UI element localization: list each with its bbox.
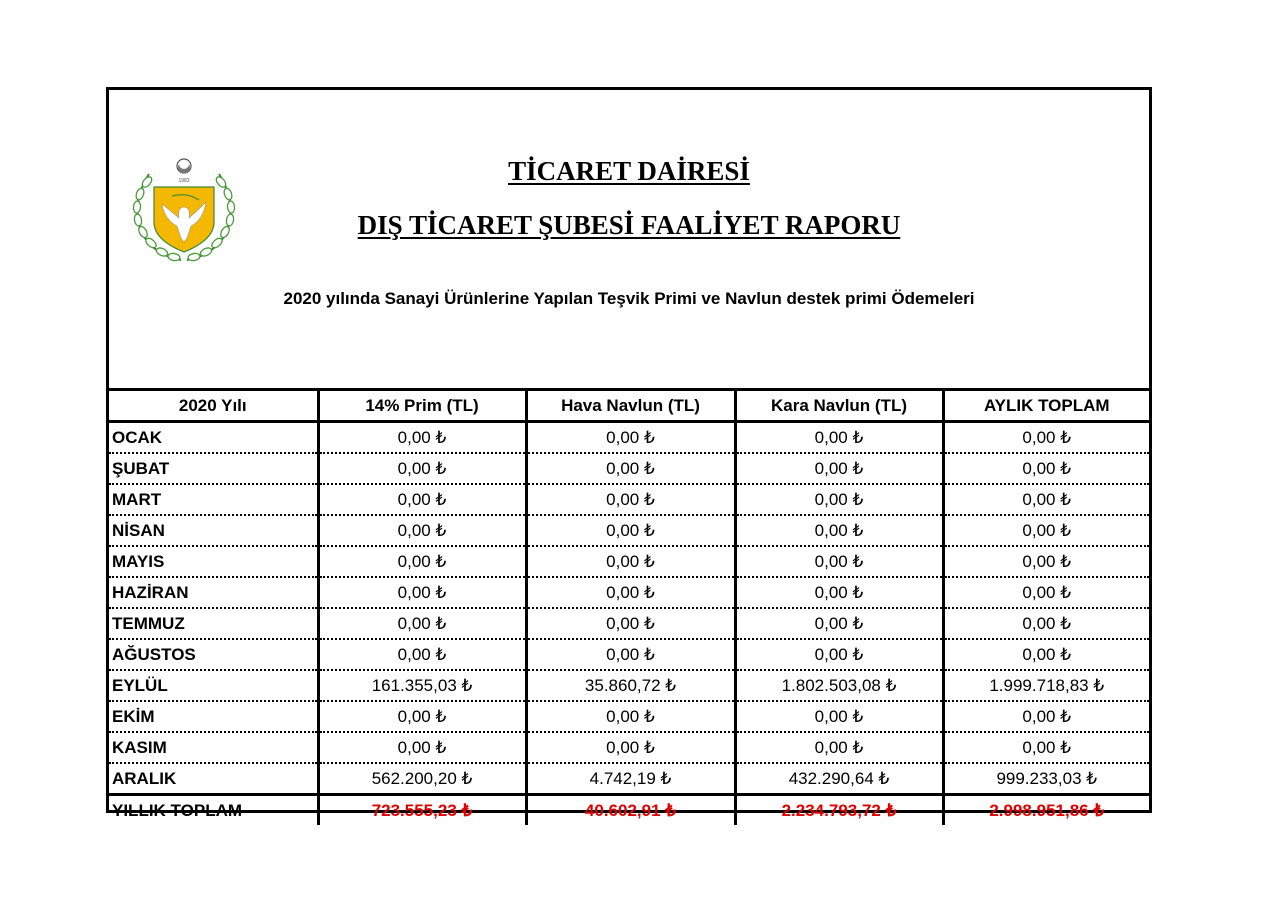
report-frame xyxy=(106,87,1152,820)
prim-cell: 0,00 ₺ xyxy=(318,422,526,454)
prim-cell: 0,00 ₺ xyxy=(318,608,526,639)
month-cell: EKİM xyxy=(109,701,318,732)
table-row xyxy=(109,639,1149,670)
month-cell: AĞUSTOS xyxy=(109,639,318,670)
month-cell: ŞUBAT xyxy=(109,453,318,484)
total-monthly-total-cell: 2.998.951,86 ₺ xyxy=(943,795,1149,826)
hava-navlun-cell: 0,00 ₺ xyxy=(526,546,735,577)
kara-navlun-cell: 1.802.503,08 ₺ xyxy=(735,670,943,701)
table-row xyxy=(109,608,1149,639)
month-cell: MAYIS xyxy=(109,546,318,577)
month-cell: EYLÜL xyxy=(109,670,318,701)
month-cell: KASIM xyxy=(109,732,318,763)
column-header-total: AYLIK TOPLAM xyxy=(943,390,1149,422)
hava-navlun-cell: 0,00 ₺ xyxy=(526,453,735,484)
prim-cell: 161.355,03 ₺ xyxy=(318,670,526,701)
table-row xyxy=(109,453,1149,484)
table-row xyxy=(109,701,1149,732)
prim-cell: 562.200,20 ₺ xyxy=(318,763,526,795)
month-cell: OCAK xyxy=(109,422,318,454)
prim-cell: 0,00 ₺ xyxy=(318,484,526,515)
hava-navlun-cell: 0,00 ₺ xyxy=(526,639,735,670)
hava-navlun-cell: 0,00 ₺ xyxy=(526,608,735,639)
payments-table xyxy=(109,388,1149,825)
hava-navlun-cell: 4.742,19 ₺ xyxy=(526,763,735,795)
report-header xyxy=(109,90,1149,388)
prim-cell: 0,00 ₺ xyxy=(318,515,526,546)
kara-navlun-cell: 0,00 ₺ xyxy=(735,577,943,608)
month-cell: HAZİRAN xyxy=(109,577,318,608)
table-row xyxy=(109,577,1149,608)
prim-cell: 0,00 ₺ xyxy=(318,546,526,577)
kara-navlun-cell: 0,00 ₺ xyxy=(735,453,943,484)
kara-navlun-cell: 0,00 ₺ xyxy=(735,515,943,546)
kara-navlun-cell: 432.290,64 ₺ xyxy=(735,763,943,795)
hava-navlun-cell: 0,00 ₺ xyxy=(526,422,735,454)
report-title: DIŞ TİCARET ŞUBESİ FAALİYET RAPORU xyxy=(357,210,901,240)
column-header-prim: 14% Prim (TL) xyxy=(318,390,526,422)
table-row xyxy=(109,484,1149,515)
monthly-total-cell: 0,00 ₺ xyxy=(943,546,1149,577)
monthly-total-cell: 0,00 ₺ xyxy=(943,515,1149,546)
kara-navlun-cell: 0,00 ₺ xyxy=(735,484,943,515)
prim-cell: 0,00 ₺ xyxy=(318,639,526,670)
prim-cell: 0,00 ₺ xyxy=(318,701,526,732)
hava-navlun-cell: 0,00 ₺ xyxy=(526,484,735,515)
prim-cell: 0,00 ₺ xyxy=(318,577,526,608)
kara-navlun-cell: 0,00 ₺ xyxy=(735,732,943,763)
report-description: 2020 yılında Sanayi Ürünlerine Yapılan Teşvik Primi ve Navlun destek primi Ödemeleri xyxy=(283,289,975,308)
monthly-total-cell: 0,00 ₺ xyxy=(943,422,1149,454)
svg-text:1983: 1983 xyxy=(178,178,190,184)
monthly-total-cell: 999.233,03 ₺ xyxy=(943,763,1149,795)
total-prim-cell: 723.555,23 ₺ xyxy=(318,795,526,826)
table-row xyxy=(109,763,1149,795)
annual-total-row xyxy=(109,795,1149,826)
kara-navlun-cell: 0,00 ₺ xyxy=(735,546,943,577)
total-month-cell: YILLIK TOPLAM xyxy=(109,795,318,826)
kara-navlun-cell: 0,00 ₺ xyxy=(735,422,943,454)
column-header-hava: Hava Navlun (TL) xyxy=(526,390,735,422)
hava-navlun-cell: 35.860,72 ₺ xyxy=(526,670,735,701)
table-row xyxy=(109,670,1149,701)
kara-navlun-cell: 0,00 ₺ xyxy=(735,639,943,670)
kara-navlun-cell: 0,00 ₺ xyxy=(735,701,943,732)
kara-navlun-cell: 0,00 ₺ xyxy=(735,608,943,639)
hava-navlun-cell: 0,00 ₺ xyxy=(526,515,735,546)
prim-cell: 0,00 ₺ xyxy=(318,732,526,763)
month-cell: ARALIK xyxy=(112,768,177,788)
monthly-total-cell: 0,00 ₺ xyxy=(943,608,1149,639)
hava-navlun-cell: 0,00 ₺ xyxy=(526,701,735,732)
hava-navlun-cell: 0,00 ₺ xyxy=(526,732,735,763)
column-header-kara: Kara Navlun (TL) xyxy=(735,390,943,422)
table-row xyxy=(109,546,1149,577)
monthly-total-cell: 0,00 ₺ xyxy=(943,701,1149,732)
monthly-total-cell: 0,00 ₺ xyxy=(943,453,1149,484)
column-header-year: 2020 Yılı xyxy=(109,390,318,422)
table-row xyxy=(109,422,1149,454)
monthly-total-cell: 0,00 ₺ xyxy=(943,577,1149,608)
department-title: TİCARET DAİRESİ xyxy=(508,156,750,186)
table-header-row xyxy=(109,390,1149,422)
monthly-total-cell: 0,00 ₺ xyxy=(943,639,1149,670)
table-row xyxy=(109,515,1149,546)
hava-navlun-cell: 0,00 ₺ xyxy=(526,577,735,608)
total-kara-navlun-cell: 2.234.793,72 ₺ xyxy=(735,795,943,826)
monthly-total-cell: 0,00 ₺ xyxy=(943,484,1149,515)
month-cell: MART xyxy=(109,484,318,515)
prim-cell: 0,00 ₺ xyxy=(318,453,526,484)
month-cell: NİSAN xyxy=(109,515,318,546)
total-hava-navlun-cell: 40.602,91 ₺ xyxy=(526,795,735,826)
month-cell: TEMMUZ xyxy=(109,608,318,639)
monthly-total-cell: 1.999.718,83 ₺ xyxy=(943,670,1149,701)
monthly-total-cell: 0,00 ₺ xyxy=(943,732,1149,763)
table-row xyxy=(109,732,1149,763)
